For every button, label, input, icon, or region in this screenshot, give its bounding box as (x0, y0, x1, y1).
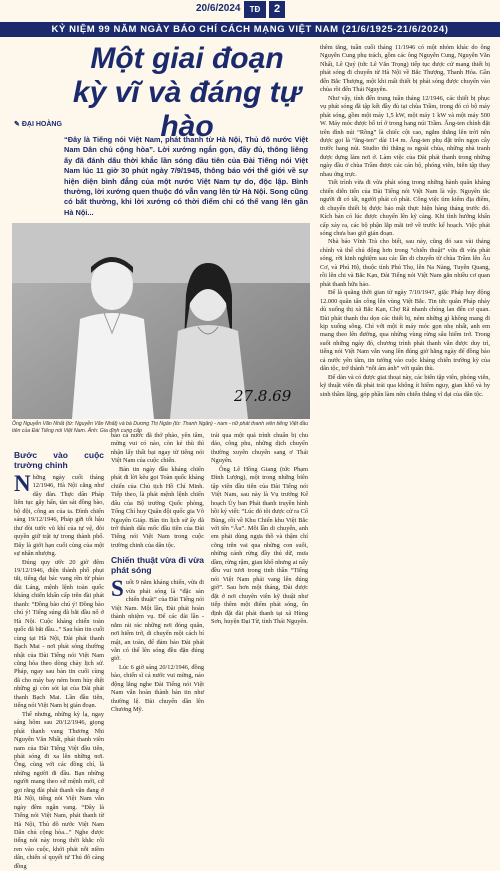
column-1 (14, 450, 104, 870)
dropcap: S (111, 576, 124, 602)
paragraph: Suốt 9 năm kháng chiến, vừa đi vừa phát sóng là “đặc sản chiến thuật” của Đài Tiếng nói Việt Nam. Một lần, Đài phát hoàn thành nhiệm vụ. Để các đài lần - nằm rải rác những nơi đóng quân, nơi hiểm trở, di chuyển một cách bí mật, an toàn, để đảm bảo Đài phát vẫn có thể lên sóng đều đặn đúng giờ. (111, 576, 204, 663)
author: ĐẠI HOÀNG (21, 121, 62, 128)
paragraph: Lúc 6 giờ sáng 20/12/1946, đồng bào, chiến sĩ cả nước vui mừng, náo động lắng nghe Đài Tiếng nói Việt Nam vẫn hoàn thành bản tin như thường lệ. Đài chuyển dần lên Chương Mỹ. (111, 663, 204, 714)
paragraph: Để dàn và có được giai thoại này, các biên tập viên, phóng viên, kỹ thuật viên đã phải trải qua không ít hiểm nguy, gian khổ và hy sinh thầm lặng, góp phần làm nên chiến thắng vĩ đại của dân tộc. (320, 373, 490, 398)
paragraph: Để là quãng thời gian từ ngày 7/10/1947, giặc Pháp huy động 12.000 quân tấn công lên vùng Việt Bắc. Tin tức quân Pháp nhảy dù xuống thị xã Bắc Kạn, Chợ Rã nhanh chóng lan đến cơ quan. Đài phát thanh thu dọn các thiết bị, ném những gì không mang đi kịp xuống sông. Chỉ với một ít máy móc gọn nhẹ nhất, anh em mang theo lên đường, qua những vùng rừng sâu hiểm trở. Trong suốt những ngày đó, chương trình phát thanh vẫn được duy trì, tiếng nói Việt Nam vẫn vang lên đúng giờ hằng ngày để đồng bào cả nước yên tâm, tin tưởng vào cuộc kháng chiến trường kỳ của dân tộc, trở thành “nỗi ám ảnh” với quân thù. (320, 289, 490, 373)
paragraph: Thế nhưng, những kỳ lạ, ngay sáng hôm sau 20/12/1946, giọng phát thanh vang Thương Nhi Nguyễn Văn Nhất, phát thanh viên nam của Đài Tiếng Việt đầu tiên, phát sóng đi xa lên những nơi. Ông, cùng với các đồng chí, là những người đi đầu. Bạn những người mang theo sứ mệnh mới, cứ gọi rằng đài phát thanh vẫn đang ở Hà Nội, tiếng nói Việt Nam vẫn ngày đêm ngân vang. “Đây là Tiếng nói Việt Nam, phát thanh từ Hà Nội, Thủ đô nước Việt Nam Dân chủ cộng hòa...” Nghe được tiếng nói này trong thời khắc rối ren vào cuộc, khởi phát nỗi niềm dân, chiến sĩ quyết tử Thủ đô càng đồng (14, 710, 104, 870)
paragraph: Nhà báo Vĩnh Trà cho biết, sau này, cũng đó sau vài tháng chỉnh và thể chủ động hơn trong “chiến thuật” vừa đi vừa phát sóng, rời kinh nghiệm sau các lần di chuyển từ chùa Trầm lên Âu Cơ, và Phú Hộ, thuộc tỉnh Phú Thọ, lên Na Nàng, Tuyên Quang, rồi lên chi và Bắc Kạn, Đài Tiếng nói Việt Nam gắn nhiều cơ quan phát thanh hữu hảo. (320, 238, 490, 288)
paragraph: Ông Lê Hồng Giang (tức Phạm Đình Lượng), một trong những biên tập viên đầu tiên của Đài Tiếng nói Việt Nam, sau này là Vụ trưởng Kế hoạch Ủy ban Phát thanh truyền hình hồi ký viết: “Lúc đó tôi được cử ra Cổ Bùng, rồi về Khu Chiến khu Việt Bắc với tên “Âu”. Mỗi lần di chuyển, anh em phải dùng ngựa thồ và thậm chí cõng trên vai qua những con suối, những cánh rừng đầy thú dữ, mưa dầm, rừng rậm, gian khổ nhưng ai nấy đều vui tươi trong tinh thần “Tiếng nói Việt Nam phải vang lên đúng giờ”. Sau hơn một tháng, Đài được đặt ở nơi chuyên viên kỹ thuật như tiếp thêm một điểm phát sóng, ổn định đặt đài phát thanh tại xã Hùng Sơn, huyện Đại Từ, tỉnh Thái Nguyên. (211, 465, 308, 625)
page-number: 2 (269, 1, 285, 18)
section-title-2: Chiến thuật vừa đi vừa phát sóng (111, 555, 204, 576)
issue-date: 20/6/2024 (196, 3, 241, 14)
paragraph: Bản tin ngày đầu kháng chiến phát đi lời kêu gọi Toàn quốc kháng chiến của Chủ tịch Hồ Chí Minh. Tiếp theo, là phát mệnh lệnh chiến đấu của Bộ trưởng Quốc phòng, Tổng Chỉ huy Quân đội quốc gia Võ Nguyên Giáp. Bản tin lịch sử ấy đã trở thành dấu mốc đầu tiên của Đài Tiếng nói Việt Nam trong cuộc trường chinh của dân tộc. (111, 465, 204, 549)
historic-photo (12, 223, 310, 419)
photo-date: 27.8.69 (234, 387, 292, 405)
section-title-1: Bước vào cuộc trường chinh (14, 450, 104, 470)
paragraph: thêm tăng, tuần cuối tháng 11/1946 có một nhóm khác do ông Nguyễn Cung phụ trách, gồm các ông Nguyễn Cung, Nguyễn Văn Nhất, Lê Quý (tức Lê Văn Trọng) tiếp tục được cử mang thiết bị phát sóng đi chuyển từ Hà Nội về Bắc Thượng, Thanh Hóa. Gần đến Bắc Thượng, một khi mất thiết bị phát sóng được chuyển vào chùa rồi đến Thái Nguyên. (320, 44, 490, 94)
newspaper-logo: TĐ (244, 1, 266, 18)
dropcap: N (14, 471, 31, 496)
paragraph: Những ngày cuối tháng 12/1946, Hà Nội căng như dây đàn. Thực dân Pháp liên tục gây hấn, tàn sát đồng bào, bộ đội, công an của ta. Đình chiến sáng 19/12/1946, Pháp gửi tối hậu thư đòi tước vũ khí của tự vệ, đòi quyền giữ trật tự trong thành phố. Đây là giới hạn cuối cùng của một sự nhân nhượng. (14, 471, 104, 558)
photo-illustration (12, 223, 310, 419)
paragraph: Tiết trình vừa đi vừa phát sóng trong những hành quân kháng chiến diễn tiến của Đài Tiếng nói Việt Nam là vậy. Nguyên tắc người đi có tất, người phát có phát. Công việc tìm kiếm địa điểm, di chuyển thiết bị được bảo mật thực hiện hàng tháng trước đó. Kích bản có lúc được chuyển lên kỹ càng. Khi tình hướng khẩn cấp xảy ra, các bộ phận lắp mãi trở về trước kế hoạch. Việc phát sóng chưa bao giờ gián đoạn. (320, 179, 490, 237)
pen-icon: ✎ (14, 121, 20, 128)
byline (14, 120, 62, 128)
paragraph: bào cả nước đã thở phào, yên tâm, mừng vui có nào, còn kẻ thù thì nhận lấy thất bại ngay từ tiếng nói Việt Nam của cuộc chiến. (111, 432, 204, 465)
page-header (0, 0, 500, 22)
anniversary-ribbon: KỶ NIỆM 99 NĂM NGÀY BÁO CHÍ CÁCH MẠNG VIỆT NAM (21/6/1925-21/6/2024) (0, 22, 500, 37)
headline: Một giai đoạn kỳ vĩ và đáng tự hào (72, 42, 302, 143)
paragraph: trái qua một quá trình chuẩn bị chu đáo, công phu, những dịch chuyển thường xuyên chuyển sang ơ Thái Nguyên. (211, 432, 308, 465)
column-2 (111, 432, 204, 772)
paragraph: Đúng quy ước 20 giờ đêm 19/12/1946, điện thành phố phụt tắt, tiếng đại bác vang rền từ pháo đài Láng, mệnh lệnh toàn quốc kháng chiến khẩn cấp trên đài phát thanh: “Đồng bào chú ý! Đồng bào chú ý! Tiếng súng đã bắt đầu nổ ở Hà Nội. Cuộc kháng chiến toàn quốc đã bắt đầu...” Sau bản tin cuối cùng tại Hà Nội, Đài phát thanh Bạch Mai - nơi phát sóng thường nhật của Đài Tiếng nói Việt Nam cũng hòa theo dòng chảy lịch sử. Pháp, ngay sau bản tin cuối cùng đã cho máy bay ném bom hủy diệt những gì còn sót lại của Đài phát thanh Bạch Mai. Lần đầu tiên, tiếng nói Việt Nam bị gián đoạn. (14, 558, 104, 710)
paragraph: Như vậy, tính đến trung tuần tháng 12/1946, các thiết bị phục vụ phát sóng đã tập kết đầy đủ tại chùa Trầm, trong đó có bộ máy phát sóng, gồm một máy 1,5 kW, một máy 1 kW và một máy 500 W. Máy móc được bố trí ở trong hang núi Trầm. Ăng-ten chính đặt trên đỉnh núi “Rồng” là chiếc cột cao, ngắm thẳng lên trời nên được gọi là “ăng-ten” dài 114 m. Ăng-ten phụ đặt trên ngọn cây trước hang núi. Studio thì thẳng ra ngoài chùa, những nhà tranh được dựng làm nơi ở. Làm việc của Đài phát thanh trong những ngày đầu ở chùa Trầm được các cán bộ, phóng viên, biên tập thay nhau ứng trực. (320, 94, 490, 178)
column-4 (320, 44, 490, 772)
photo-caption: Ông Nguyễn Văn Nhất (từ: Nguyễn Văn Nhất) và bà Dương Thị Ngân (từ: Thanh Ngân) - nam - nữ phát thanh viên tiếng Việt đầu tiên của Đài Tiếng nói Việt Nam. Ảnh: Gia đình cung cấp (12, 421, 309, 434)
lead-paragraph: “Đây là Tiếng nói Việt Nam, phát thanh từ Hà Nội, Thủ đô nước Việt Nam Dân chủ cộng hòa”. Lời xướng ngắn gọn, đầy đủ, thông liêng ấy đã đánh dấu thời khắc lần sóng đầu tiên của Đài Tiếng nói Việt Nam lúc 11 giờ 30 phút ngày 7/9/1945, thông báo với thế giới về sự hiện diện bình đẳng của một nước Việt Nam tự do, độc lập. Bình thường, lời xướng quen thuộc đó vẫn vang lên từ Hà Nội. Song cũng có bất thường, khi lời xướng có thời điểm chỉ có thể vang lên gần Hà Nội... (64, 135, 308, 217)
column-3 (211, 432, 308, 772)
